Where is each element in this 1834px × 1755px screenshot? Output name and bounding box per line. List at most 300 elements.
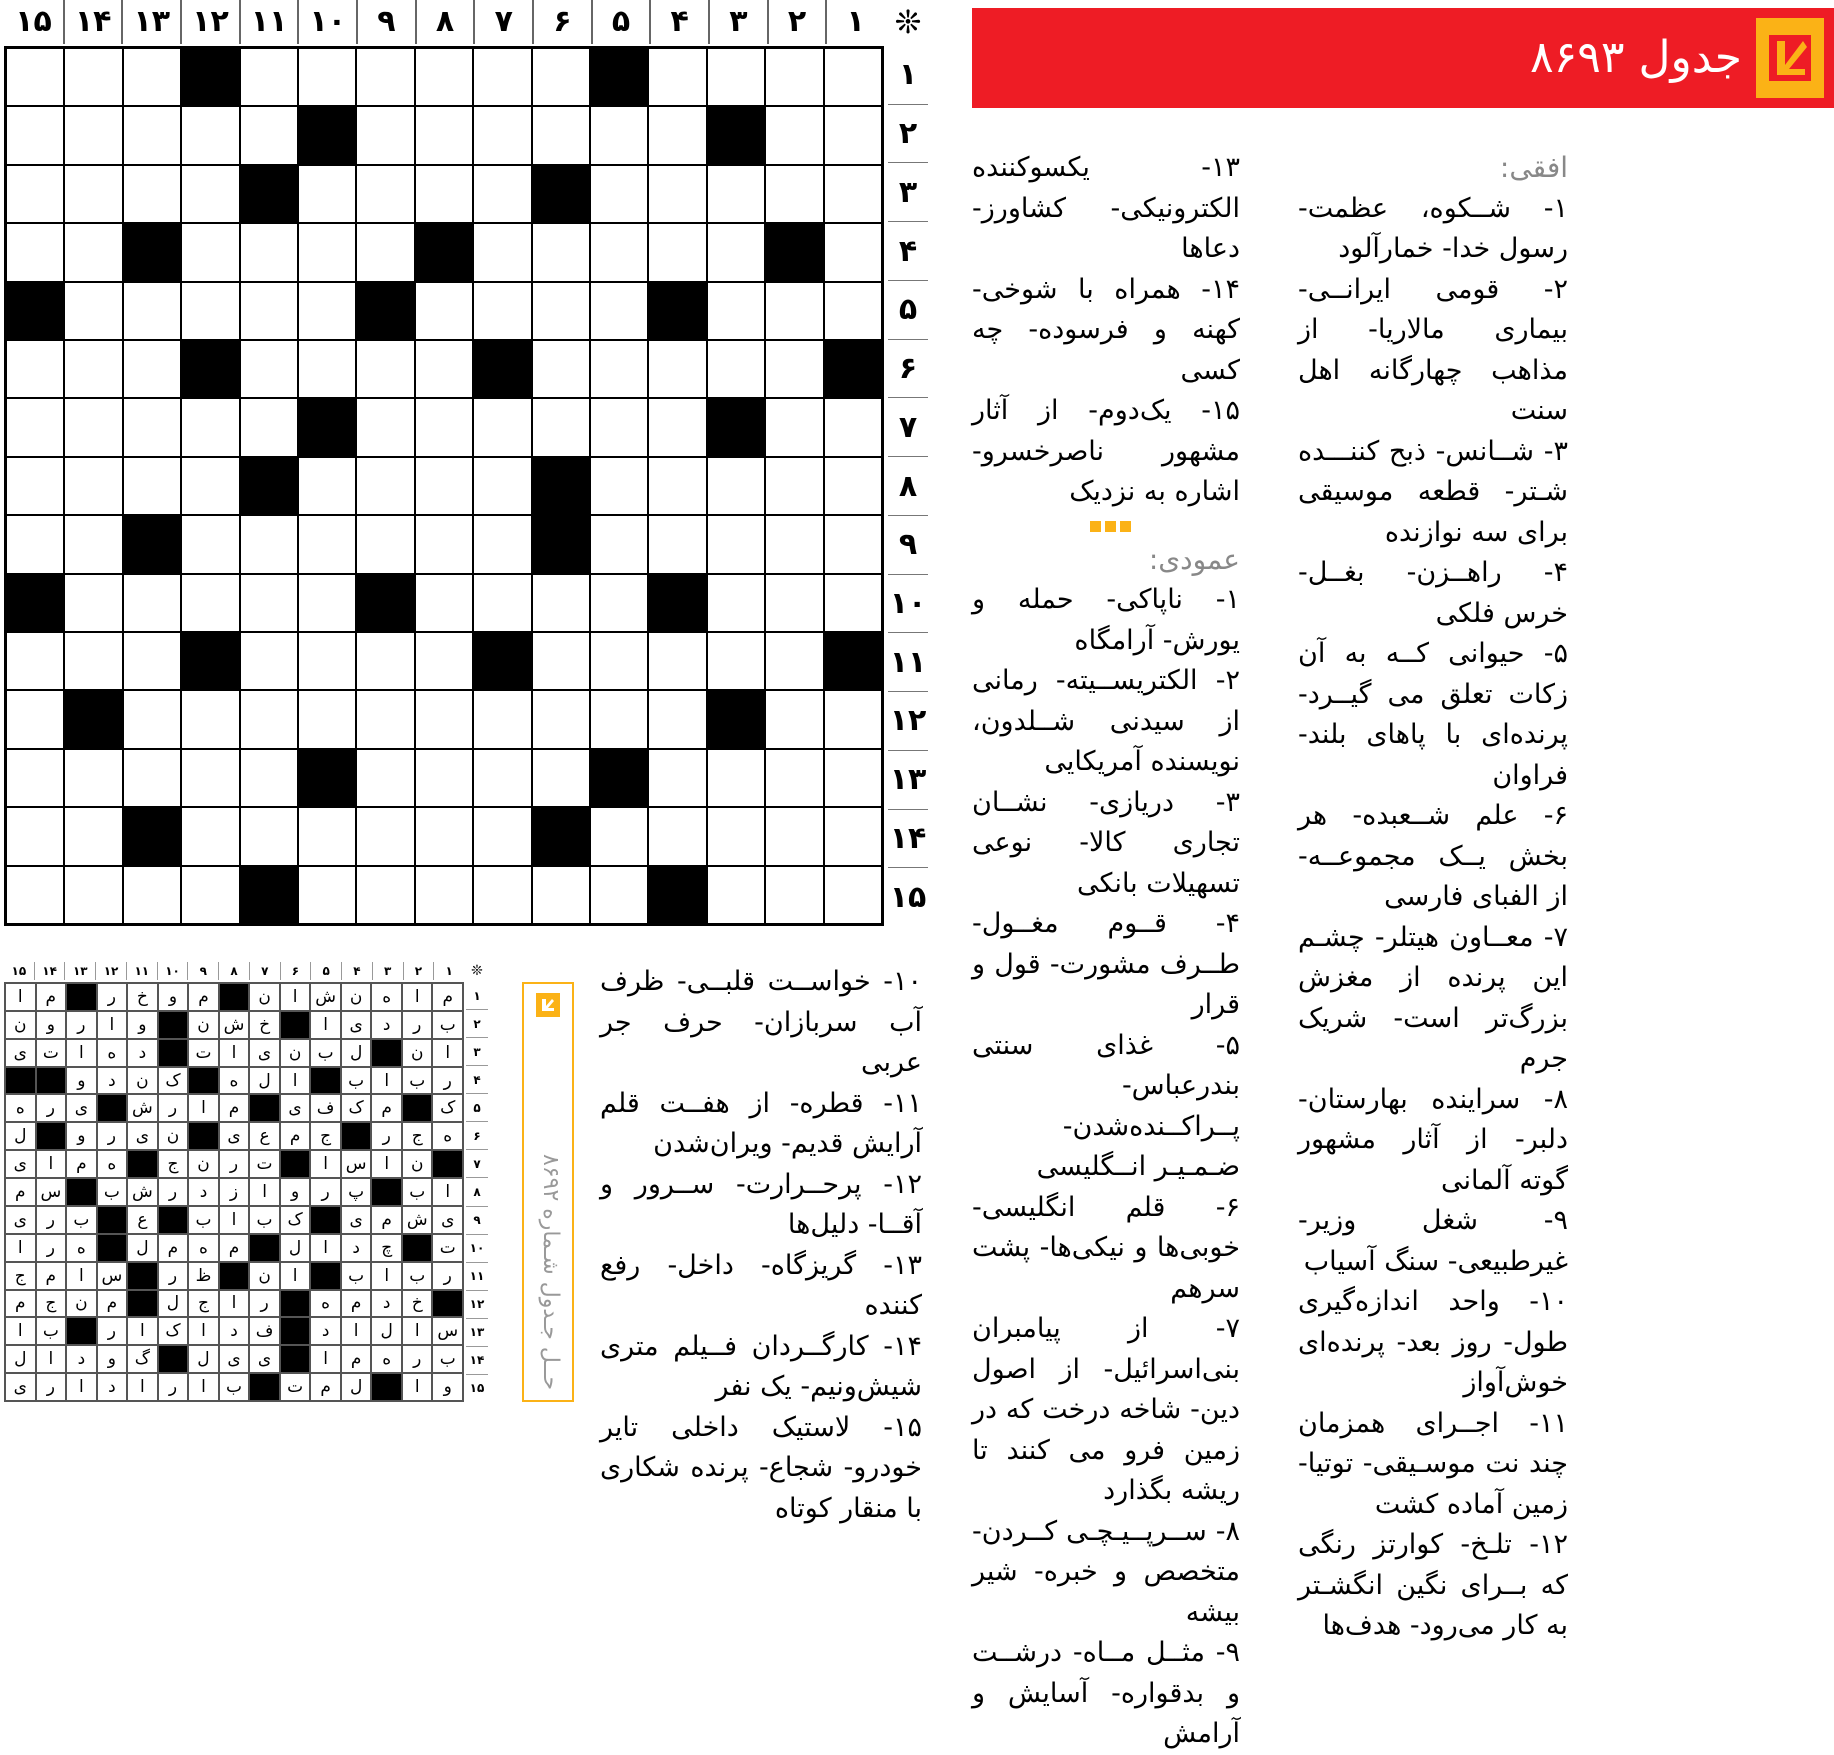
down-clue: ۱۴- کارگــردان فــیلم متری شیش‌ونیم- یک نفر [600,1330,922,1402]
grid-cell[interactable] [590,282,648,340]
grid-cell[interactable] [648,515,706,573]
solution-cell: ل [341,1039,372,1067]
grid-cell[interactable] [240,574,298,632]
grid-cell[interactable] [590,515,648,573]
black-cell [590,749,648,807]
solution-cell: ظ [188,1262,219,1290]
grid-cell[interactable] [824,165,882,223]
column-number: ۹ [356,0,415,44]
grid-cell[interactable] [532,282,590,340]
grid-cell[interactable] [824,48,882,106]
solution-cell: د [341,1234,372,1262]
grid-cell[interactable] [765,106,823,164]
solution-cell: ی [249,1039,280,1067]
grid-cell[interactable] [298,574,356,632]
grid-cell[interactable] [123,282,181,340]
grid-cell[interactable] [707,340,765,398]
solution-cell: ی [249,1345,280,1373]
grid-cell[interactable] [6,340,64,398]
solution-cell: ا [5,1317,36,1345]
grid-cell[interactable] [532,574,590,632]
solution-cell: ن [188,1011,219,1039]
grid-cell[interactable] [473,807,531,865]
grid-cell[interactable] [648,690,706,748]
grid-cell[interactable] [824,690,882,748]
solution-cell: ل [127,1234,158,1262]
black-cell [473,340,531,398]
grid-cell[interactable] [707,457,765,515]
solution-cell: ا [188,1094,219,1122]
grid-cell[interactable] [415,574,473,632]
grid-cell[interactable] [532,398,590,456]
grid-cell[interactable] [64,515,122,573]
solution-cell: و [66,1122,97,1150]
grid-cell[interactable] [590,574,648,632]
solution-black-cell [158,1011,189,1039]
grid-cell[interactable] [64,165,122,223]
grid-cell[interactable] [824,282,882,340]
grid-cell[interactable] [765,282,823,340]
grid-cell[interactable] [298,866,356,924]
grid-cell[interactable] [6,48,64,106]
grid-cell[interactable] [123,632,181,690]
down-clue: ۵- غذای سنتی بندرعباس- پــراکــنده‌شدن- ضـمـیـر انــگلیسی [972,1029,1240,1182]
grid-cell[interactable] [298,632,356,690]
solution-cell: ج [402,1122,433,1150]
solution-cell: م [371,1206,402,1234]
grid-cell[interactable] [356,749,414,807]
grid-cell[interactable] [356,106,414,164]
grid-cell[interactable] [473,398,531,456]
grid-cell[interactable] [6,165,64,223]
grid-cell[interactable] [590,866,648,924]
grid-cell[interactable] [473,48,531,106]
across-clue: ۱۴- همراه با شوخی- کهنه و فرسوده- چه کسی [972,273,1240,386]
grid-cell[interactable] [6,632,64,690]
solution-row-number: ۹ [466,1206,488,1234]
grid-cell[interactable] [64,48,122,106]
grid-cell[interactable] [181,106,239,164]
grid-cell[interactable] [765,398,823,456]
grid-cell[interactable] [648,457,706,515]
solution-cell: ر [36,1206,67,1234]
grid-cell[interactable] [590,457,648,515]
grid-cell[interactable] [415,632,473,690]
grid-cell[interactable] [298,807,356,865]
grid-cell[interactable] [824,574,882,632]
solution-column-number: ۷ [249,962,280,980]
solution-row-number: ۴ [466,1065,488,1093]
grid-cell[interactable] [356,632,414,690]
grid-cell[interactable] [415,457,473,515]
solution-cell: ی [341,1011,372,1039]
black-cell [6,574,64,632]
solution-cell: ا [66,1039,97,1067]
grid-cell[interactable] [824,807,882,865]
solution-cell: چ [371,1234,402,1262]
grid-cell[interactable] [240,515,298,573]
black-cell [648,574,706,632]
grid-cell[interactable] [181,866,239,924]
grid-cell[interactable] [240,749,298,807]
grid-cell[interactable] [824,398,882,456]
grid-cell[interactable] [6,807,64,865]
grid-cell[interactable] [824,457,882,515]
down-clue: ۱- ناپاکی- حمله و یورش- آرامگاه [972,584,1240,656]
grid-cell[interactable] [473,223,531,281]
grid-cell[interactable] [181,457,239,515]
grid-cell[interactable] [473,749,531,807]
grid-cell[interactable] [6,106,64,164]
column-number: ۷ [473,0,532,44]
black-cell [240,165,298,223]
grid-cell[interactable] [64,398,122,456]
grid-cell[interactable] [123,574,181,632]
grid-cell[interactable] [64,282,122,340]
solution-cell: م [341,1345,372,1373]
solution-cell: ر [97,1317,128,1345]
grid-cell[interactable] [181,690,239,748]
down-clue: ۲- الکتریســیته- رمانی از سیدنی شــلدون، نویسنده آمریکایی [972,665,1240,777]
grid-cell[interactable] [6,515,64,573]
grid-cell[interactable] [648,48,706,106]
grid-cell[interactable] [473,165,531,223]
grid-cell[interactable] [648,632,706,690]
grid-cell[interactable] [64,457,122,515]
grid-cell[interactable] [473,574,531,632]
grid-cell[interactable] [473,515,531,573]
solution-cell: ه [5,1094,36,1122]
grid-cell[interactable] [473,106,531,164]
solution-cell: ر [310,1178,341,1206]
solution-black-cell [97,1206,128,1234]
grid-cell[interactable] [6,690,64,748]
solution-cell: ج [36,1290,67,1318]
across-clue: ۵- حیوانی کــه به آن زکات تعلق می گیــرد- پرنده‌ای با پاهای بلند- فراوان [1298,638,1568,791]
grid-cell[interactable] [298,223,356,281]
grid-cell[interactable] [356,866,414,924]
solution-cell: ر [36,1094,67,1122]
grid-cell[interactable] [765,340,823,398]
grid-cell[interactable] [648,106,706,164]
grid-cell[interactable] [298,515,356,573]
grid-cell[interactable] [765,749,823,807]
solution-column-number: ۵ [310,962,341,980]
column-number: ۱۲ [180,0,239,44]
corner-symbol: ❊ [894,3,922,41]
solution-cell: س [97,1262,128,1290]
grid-cell[interactable] [707,574,765,632]
solution-cell: ا [66,1373,97,1401]
grid-cell[interactable] [765,807,823,865]
grid-cell[interactable] [64,223,122,281]
down-clue: ۷- از پیامبران بنی‌اسرائیل- از اصول دین- شاخه درخت که در زمین فرو می کنند تا ریشه بگذارد [972,1313,1240,1506]
grid-cell[interactable] [765,690,823,748]
solution-column-number: ۴ [341,962,372,980]
grid-cell[interactable] [64,574,122,632]
grid-cell[interactable] [181,165,239,223]
grid-cell[interactable] [6,223,64,281]
grid-cell[interactable] [473,690,531,748]
grid-cell[interactable] [64,866,122,924]
solution-cell: ل [158,1290,189,1318]
grid-cell[interactable] [123,749,181,807]
solution-cell: ک [280,1206,311,1234]
grid-cell[interactable] [240,807,298,865]
grid-cell[interactable] [532,223,590,281]
grid-cell[interactable] [532,690,590,748]
grid-cell[interactable] [590,632,648,690]
solution-cell: د [310,1317,341,1345]
grid-cell[interactable] [415,749,473,807]
black-cell [298,398,356,456]
solution-cell: س [36,1178,67,1206]
solution-cell: م [36,1262,67,1290]
grid-cell[interactable] [590,807,648,865]
grid-cell[interactable] [765,866,823,924]
grid-cell[interactable] [707,866,765,924]
row-number: ۱۴ [888,809,928,868]
solution-black-cell [280,1150,311,1178]
grid-cell[interactable] [356,807,414,865]
grid-cell[interactable] [298,165,356,223]
grid-cell[interactable] [181,282,239,340]
grid-cell[interactable] [415,807,473,865]
solution-column-number: ۱۳ [64,962,95,980]
grid-cell[interactable] [6,749,64,807]
column-number: ۸ [415,0,474,44]
grid-cell[interactable] [356,48,414,106]
solution-black-cell [249,1234,280,1262]
grid-cell[interactable] [181,515,239,573]
grid-cell[interactable] [181,223,239,281]
grid-cell[interactable] [298,340,356,398]
row-number: ۳ [888,162,928,221]
black-cell [181,632,239,690]
solution-black-cell [158,1345,189,1373]
grid-cell[interactable] [765,48,823,106]
grid-cell[interactable] [590,398,648,456]
grid-cell[interactable] [532,48,590,106]
grid-cell[interactable] [648,398,706,456]
solution-cell: ر [402,1011,433,1039]
grid-cell[interactable] [415,866,473,924]
solution-cell: ی [219,1345,250,1373]
solution-cell: ن [249,1262,280,1290]
grid-cell[interactable] [824,106,882,164]
solution-column-number: ۱ [433,962,464,980]
grid-cell[interactable] [240,340,298,398]
grid-cell[interactable] [707,282,765,340]
grid-cell[interactable] [123,106,181,164]
grid-cell[interactable] [765,165,823,223]
solution-cell: ا [371,1067,402,1095]
solution-cell: و [127,1011,158,1039]
grid-cell[interactable] [824,515,882,573]
solution-cell: م [280,1122,311,1150]
solution-cell: ش [219,1011,250,1039]
solution-black-cell [371,1039,402,1067]
solution-cell: م [66,1150,97,1178]
grid-cell[interactable] [356,515,414,573]
solution-cell: ر [432,1067,463,1095]
solution-cell: ب [36,1317,67,1345]
grid-cell[interactable] [240,690,298,748]
solution-cell: ن [158,1122,189,1150]
solution-row-number: ۳ [466,1037,488,1065]
grid-cell[interactable] [707,223,765,281]
grid-cell[interactable] [824,866,882,924]
grid-cell[interactable] [707,48,765,106]
grid-cell[interactable] [532,632,590,690]
column-number: ۶ [532,0,591,44]
solution-cell: ه [219,1067,250,1095]
grid-cell[interactable] [64,340,122,398]
grid-cell[interactable] [590,165,648,223]
grid-cell[interactable] [590,106,648,164]
solution-cell: ا [5,1234,36,1262]
grid-cell[interactable] [123,866,181,924]
grid-cell[interactable] [707,807,765,865]
grid-cell[interactable] [298,282,356,340]
black-cell [473,632,531,690]
grid-cell[interactable] [356,398,414,456]
grid-cell[interactable] [765,515,823,573]
solution-column-number: ۶ [280,962,311,980]
grid-cell[interactable] [415,165,473,223]
grid-cell[interactable] [532,749,590,807]
solution-cell: ت [249,1150,280,1178]
grid-cell[interactable] [240,48,298,106]
grid-cell[interactable] [415,515,473,573]
down-clue: ۱۰- خواســت قلبــی- ظرف آب سربازان- حرف جر عربی [600,966,922,1078]
grid-cell[interactable] [590,690,648,748]
solution-column-number: ۸ [218,962,249,980]
grid-cell[interactable] [707,632,765,690]
grid-cell[interactable] [415,690,473,748]
grid-cell[interactable] [765,457,823,515]
grid-cell[interactable] [123,340,181,398]
column-number: ۱۵ [15,4,52,39]
solution-column-number: ۱۰ [157,962,188,980]
black-cell [707,106,765,164]
grid-cell[interactable] [181,807,239,865]
solution-cell: ر [158,1373,189,1401]
grid-cell[interactable] [648,340,706,398]
grid-cell[interactable] [707,165,765,223]
grid-cell[interactable] [240,398,298,456]
grid-cell[interactable] [123,457,181,515]
grid-cell[interactable] [123,165,181,223]
solution-black-cell [280,1011,311,1039]
grid-cell[interactable] [356,340,414,398]
grid-cell[interactable] [6,398,64,456]
black-cell [532,457,590,515]
grid-cell[interactable] [181,398,239,456]
grid-cell[interactable] [240,106,298,164]
grid-cell[interactable] [473,866,531,924]
grid-cell[interactable] [415,106,473,164]
solution-cell: ر [158,1262,189,1290]
grid-cell[interactable] [707,749,765,807]
grid-cell[interactable] [473,282,531,340]
grid-cell[interactable] [123,398,181,456]
grid-cell[interactable] [6,866,64,924]
grid-cell[interactable] [415,340,473,398]
grid-cell[interactable] [707,515,765,573]
grid-cell[interactable] [648,165,706,223]
solution-cell: ج [310,1122,341,1150]
grid-cell[interactable] [532,106,590,164]
grid-cell[interactable] [240,632,298,690]
solution-black-cell [371,1373,402,1401]
grid-cell[interactable] [824,223,882,281]
grid-cell[interactable] [415,398,473,456]
solution-row-number: ۶ [466,1121,488,1149]
grid-cell[interactable] [590,223,648,281]
solution-cell: ز [219,1178,250,1206]
grid-cell[interactable] [824,749,882,807]
grid-cell[interactable] [648,807,706,865]
grid-cell[interactable] [298,48,356,106]
solution-black-cell [249,1094,280,1122]
grid-cell[interactable] [298,457,356,515]
grid-cell[interactable] [64,106,122,164]
arrow-down-left-icon [1769,35,1811,81]
grid-cell[interactable] [356,690,414,748]
row-number: ۱۵ [888,867,928,926]
grid-cell[interactable] [473,457,531,515]
solution-column-number: ۱۴ [34,962,65,980]
grid-cell[interactable] [415,282,473,340]
down-clue: ۶- قلم انگلیسی- خوبی‌ها و نیکی‌ها- پشت سرهم [972,1191,1240,1304]
grid-cell[interactable] [356,223,414,281]
grid-cell[interactable] [765,574,823,632]
grid-cell[interactable] [298,690,356,748]
grid-cell[interactable] [64,807,122,865]
black-cell [123,223,181,281]
solution-cell: ی [432,1206,463,1234]
grid-cell[interactable] [532,340,590,398]
grid-cell[interactable] [240,282,298,340]
solution-cell: ا [371,1150,402,1178]
grid-cell[interactable] [64,632,122,690]
grid-cell[interactable] [64,749,122,807]
grid-cell[interactable] [532,866,590,924]
grid-cell[interactable] [6,457,64,515]
grid-cell[interactable] [648,749,706,807]
grid-cell[interactable] [181,749,239,807]
solution-row-number: ۱۰ [466,1234,488,1262]
clues-column-right [1298,148,1568,1647]
solution-cell: ا [280,1262,311,1290]
grid-cell[interactable] [123,690,181,748]
grid-cell[interactable] [648,223,706,281]
grid-cell[interactable] [181,574,239,632]
grid-cell[interactable] [590,340,648,398]
grid-cell[interactable] [356,165,414,223]
solution-black-cell [66,1317,97,1345]
puzzle-title: جدول ۸۶۹۳ [1529,32,1742,83]
solution-black-cell [219,1262,250,1290]
grid-cell[interactable] [123,48,181,106]
grid-cell[interactable] [356,457,414,515]
solution-cell: ب [402,1067,433,1095]
grid-cell[interactable] [415,48,473,106]
grid-cell[interactable] [240,223,298,281]
solution-cell: و [97,1345,128,1373]
grid-cell[interactable] [765,632,823,690]
